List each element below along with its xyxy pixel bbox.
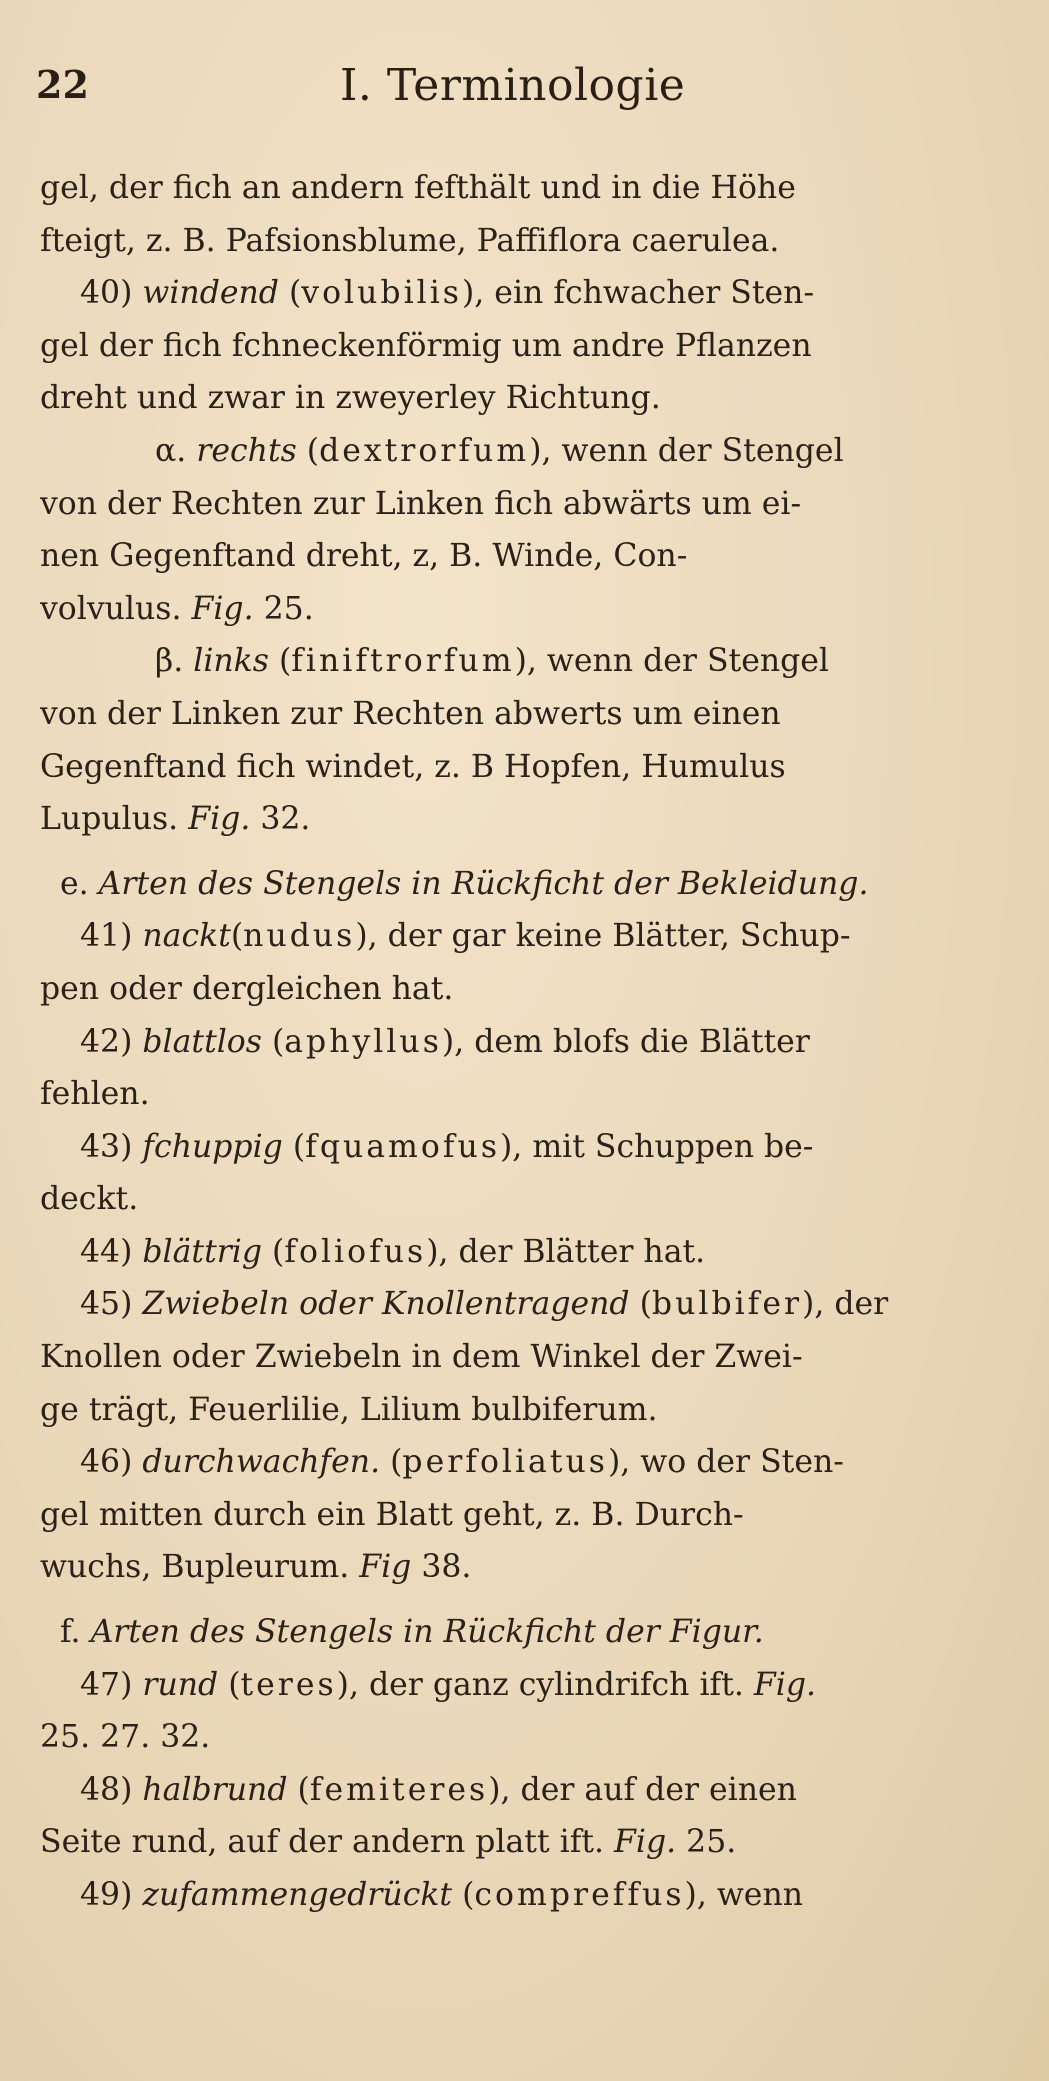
running-title: I. Terminologie: [340, 60, 686, 111]
text-run: gel der fich fchneckenförmig um andre Pflanzen: [40, 327, 812, 364]
text-line: [40, 1659, 1030, 1712]
text-line: [40, 741, 1030, 794]
text-run: deckt.: [40, 1181, 139, 1218]
text-run: (: [629, 1286, 652, 1323]
italic-term: Fig.: [191, 590, 254, 627]
latin-term: foliofus: [284, 1233, 427, 1270]
text-run: gel mitten durch ein Blatt geht, z. B. Durch-: [40, 1496, 744, 1533]
text-run: ), wenn der Stengel: [529, 432, 844, 469]
text-run: 25.: [253, 590, 314, 627]
italic-term: Arten des Stengels in Rückficht der Bekleidung.: [98, 865, 869, 902]
text-run: (: [278, 275, 302, 312]
text-line: [40, 425, 1030, 478]
text-run: 42): [80, 1023, 143, 1060]
text-run: gel, der fich an andern fefthält und in die Höhe: [40, 170, 796, 206]
text-run: ), der gar keine Blätter, Schup-: [355, 918, 851, 955]
text-line: [40, 478, 1030, 531]
text-line: [40, 1711, 1030, 1764]
italic-term: blättrig: [142, 1233, 263, 1270]
text-run: 32.: [250, 801, 311, 838]
text-line: [40, 215, 1030, 268]
text-line: [40, 1278, 1030, 1331]
text-run: ), wo der Sten-: [607, 1444, 844, 1481]
italic-term: rund: [142, 1666, 219, 1703]
latin-term: bulbifer: [651, 1286, 803, 1323]
text-run: volvulus.: [40, 590, 192, 627]
text-run: nen Gegenftand dreht, z, B. Winde, Con-: [40, 538, 688, 575]
text-run: 25. 27. 32.: [40, 1719, 211, 1756]
latin-term: femiteres: [309, 1771, 489, 1808]
text-run: 38.: [411, 1549, 472, 1586]
text-line: [40, 1764, 1030, 1817]
text-line: [40, 963, 1030, 1016]
text-run: 45): [80, 1286, 143, 1323]
text-run: ), der Blätter hat.: [426, 1233, 706, 1270]
text-run: (: [296, 432, 320, 469]
text-run: (: [262, 1233, 285, 1270]
text-run: fteigt, z. B. Pafsionsblume, Paffiflora caerulea.: [40, 222, 780, 259]
text-run: 41): [80, 918, 143, 955]
text-run: ), mit Schuppen be-: [500, 1128, 814, 1165]
italic-term: fchuppig: [142, 1128, 283, 1165]
text-run: Gegenftand fich windet, z. B Hopfen, Humulus: [40, 748, 786, 785]
text-line: [40, 1541, 1030, 1594]
text-line: [40, 1384, 1030, 1437]
text-line: [40, 1226, 1030, 1279]
text-line: [40, 162, 1030, 215]
italic-term: Zwiebeln oder Knollentragend: [142, 1286, 630, 1323]
text-run: 44): [80, 1233, 143, 1270]
text-run: von der Rechten zur Linken fich abwärts um ei-: [40, 485, 802, 522]
italic-term: nackt: [142, 918, 231, 955]
italic-term: Fig.: [188, 801, 251, 838]
text-line: [40, 688, 1030, 741]
italic-term: Fig.: [614, 1824, 677, 1861]
latin-term: volubilis: [301, 275, 462, 312]
latin-term: nudus: [243, 918, 356, 955]
section-heading-line: [40, 1606, 1030, 1659]
text-run: ), der: [802, 1286, 889, 1323]
text-line: [40, 1816, 1030, 1869]
italic-term: Fig: [359, 1549, 412, 1586]
text-line: [40, 530, 1030, 583]
text-run: von der Linken zur Rechten abwerts um einen: [40, 695, 781, 732]
text-run: (: [282, 1128, 306, 1165]
text-line: [40, 1068, 1030, 1121]
text-line: [40, 635, 1030, 688]
text-run: 46): [80, 1444, 143, 1481]
text-run: (: [380, 1444, 403, 1481]
text-run: 49): [80, 1877, 143, 1913]
text-run: ), dem blofs die Blätter: [441, 1023, 810, 1060]
text-line: [40, 320, 1030, 373]
text-run: ge trägt, Feuerlilie, Lilium bulbiferum.: [40, 1391, 658, 1428]
italic-term: Arten des Stengels in Rückficht der Figur.: [90, 1614, 764, 1651]
italic-term: rechts: [196, 432, 297, 469]
text-line: [40, 1869, 1030, 1922]
text-run: ), der auf der einen: [488, 1771, 797, 1808]
latin-term: aphyllus: [284, 1023, 442, 1060]
text-run: 47): [80, 1666, 143, 1703]
text-run: 48): [80, 1771, 143, 1808]
latin-term: perfoliatus: [402, 1444, 608, 1481]
italic-term: windend: [142, 275, 279, 312]
latin-term: fquamofus: [305, 1128, 500, 1165]
text-run: pen oder dergleichen hat.: [40, 970, 454, 1007]
text-run: 25.: [676, 1824, 737, 1861]
text-line: [40, 1121, 1030, 1174]
text-run: 40): [80, 275, 143, 312]
text-run: ), wenn der Stengel: [514, 643, 830, 680]
italic-term: durchwachfen.: [142, 1444, 381, 1481]
text-line: [40, 793, 1030, 846]
text-line: [40, 1173, 1030, 1226]
text-line: [40, 372, 1030, 425]
latin-term: teres: [240, 1666, 337, 1703]
text-line: [40, 1016, 1030, 1069]
text-run: (: [218, 1666, 241, 1703]
text-run: (: [452, 1877, 475, 1913]
text-run: fehlen.: [40, 1076, 150, 1113]
italic-term: Fig.: [753, 1666, 817, 1703]
page-body: [40, 162, 1030, 1922]
text-line: [40, 910, 1030, 963]
text-run: ), wenn: [684, 1877, 804, 1913]
page-number: 22: [36, 62, 89, 107]
text-run: Lupulus.: [40, 801, 189, 838]
latin-term: finiftrorfum: [291, 643, 515, 680]
text-line: [40, 1489, 1030, 1542]
text-run: (: [261, 1023, 285, 1060]
text-run: α.: [155, 432, 197, 469]
text-run: ), der ganz cylindrifch ift.: [336, 1666, 754, 1703]
text-line: [40, 267, 1030, 320]
page-header: [0, 62, 1049, 122]
text-run: Knollen oder Zwiebeln in dem Winkel der Zwei-: [40, 1339, 803, 1376]
text-line: [40, 1436, 1030, 1489]
italic-term: links: [193, 643, 269, 680]
text-run: Seite rund, auf der andern platt ift.: [40, 1824, 615, 1861]
text-line: [40, 1331, 1030, 1384]
italic-term: blattlos: [142, 1023, 262, 1060]
latin-term: dextrorfum: [319, 432, 530, 469]
text-line: [40, 583, 1030, 636]
latin-term: compreffus: [474, 1877, 685, 1913]
text-run: e.: [60, 865, 99, 902]
text-run: f.: [60, 1614, 91, 1651]
text-run: (: [268, 643, 292, 680]
text-run: ), ein fchwacher Sten-: [461, 275, 815, 312]
text-run: β.: [155, 643, 194, 680]
text-run: (: [287, 1771, 310, 1808]
text-run: dreht und zwar in zweyerley Richtung.: [40, 380, 661, 417]
text-run: 43): [80, 1128, 143, 1165]
text-run: (: [230, 918, 244, 955]
italic-term: zufammengedrückt: [142, 1877, 453, 1913]
section-heading-line: [40, 858, 1030, 911]
italic-term: halbrund: [142, 1771, 288, 1808]
text-run: wuchs, Bupleurum.: [40, 1549, 360, 1586]
